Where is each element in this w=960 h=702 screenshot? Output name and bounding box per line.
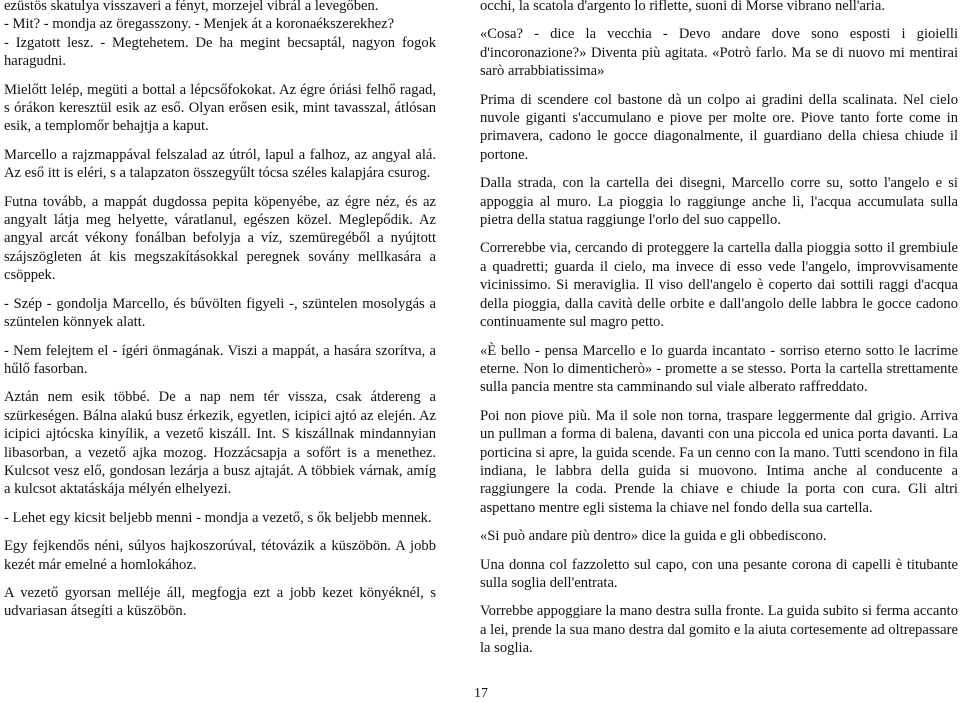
paragraph: - Nem felejtem el - ígéri önmagának. Viszi a mappát, a hasára szorítva, a hűlő fasorban. [4, 342, 436, 377]
paragraph: Egy fejkendős néni, súlyos hajkoszorúval, tétovázik a küszöbön. A jobb kezét már emelné a homlokához. [4, 538, 436, 573]
paragraph: - Lehet egy kicsit beljebb menni - mondja a vezető, s ők beljebb mennek. [4, 509, 432, 526]
paragraph: Mielőtt lelép, megüti a bottal a lépcsőfokokat. Az égre óriási felhő ragad, s órákon keresztül esik az eső. Olyan erősen esik, mint tavasszal, átlósan esik, a templomőr behajtja a kaput. [4, 81, 436, 135]
paragraph: «Si può andare più dentro» dice la guida e gli obbediscono. [480, 528, 827, 545]
paragraph: - Izgatott lesz. - Megtehetem. De ha megint becsaptál, nagyon fogok haragudni. [4, 34, 436, 70]
paragraph: - Mit? - mondja az öregasszony. - Menjek át a koronaékszerekhez? [4, 16, 395, 33]
paragraph: Poi non piove più. Ma il sole non torna, traspare leggermente dal grigio. Arriva un pullman a forma di balena, davanti con una piccola ed unica porta davanti. La porticina si apre, la guida scende. Fa un cenno con la mano. Tutti scendono in fila indiana, le labbra della guida si muovono. Intima anche al conducente a raggiungere la coda. Prende la chiave e chiude la porta con cura. Gli altri aspettano mentre egli sistema la chiave nel fondo della sua cartella. [480, 407, 958, 516]
paragraph: Correrebbe via, cercando di proteggere la cartella dalla pioggia sotto il grembiule a quadretti; guarda il cielo, ma invece di esso vede l'angelo, improvvisamente vicinissimo. Si meraviglia. Il viso dell'angelo è coperto dai sottili raggi d'acqua della pioggia, dalla cavità delle orbite e dall'angolo delle labbra le gocce cadono continuamente sul magro petto. [480, 240, 958, 331]
page-number: 17 [474, 686, 488, 701]
paragraph: occhi, la scatola d'argento lo riflette, suoni di Morse vibrano nell'aria. [480, 0, 885, 14]
paragraph: Marcello a rajzmappával felszalad az útról, lapul a falhoz, az angyal alá. Az eső itt is eléri, s a talapzaton összegyűlt tócsa széles kalapjára csurog. [4, 146, 436, 182]
italian-text-column [480, 0, 958, 668]
paragraph: Una donna col fazzoletto sul capo, con una pesante corona di capelli è titubante sulla soglia dell'entrata. [480, 556, 958, 591]
paragraph: «Cosa? - dice la vecchia - Devo andare dove sono esposti i gioielli d'incoronazione?» Diventa più agitata. «Potrò farlo. Ma se di nuovo mi mentirai sarò arrabbiatissima» [480, 26, 958, 80]
paragraph: Aztán nem esik többé. De a nap nem tér vissza, csak átdereng a szürkeségen. Bálna alakú busz érkezik, egyetlen, icipici ajtó az elején. Az icipici ajtócska kinyílik, a vezető kiszáll. Int. S kiszállnak mindannyian libasorban, a vezető ajka mozog. Hozzácsapja a sofőrt is a menethez. Kulcsot vesz elő, gondosan lezárja a busz ajtaját. A többiek várnak, amíg a kulcsot aktatáskája mélyén elhelyezi. [4, 389, 436, 498]
paragraph: ezüstös skatulya visszaveri a fényt, morzejel vibrál a levegőben. [4, 0, 379, 14]
paragraph: A vezető gyorsan melléje áll, megfogja ezt a jobb kezet könyéknél, s udvariasan átsegíti a küszöbön. [4, 584, 436, 620]
paragraph: «È bello - pensa Marcello e lo guarda incantato - sorriso eterno sotto le lacrime eterne. Non lo dimenticherò» - promette a se stesso. Porta la cartella strettamente sulla pancia mentre sta camminando sul viale alberato raffreddato. [480, 342, 958, 396]
hungarian-text-column [4, 0, 436, 631]
paragraph: Dalla strada, con la cartella dei disegni, Marcello corre su, sotto l'angelo e si appoggia al muro. La pioggia lo raggiunge anche lì, l'acqua accumulata sulla pietra della statua raggiunge l'orlo del suo cappello. [480, 175, 958, 229]
paragraph: Prima di scendere col bastone dà un colpo ai gradini della scalinata. Nel cielo nuvole giganti s'accumulano e piove per molte ore. Piove tanto forte come in primavera, cadono le gocce diagonalmente, il guardiano della chiesa chiude il portone. [480, 91, 958, 163]
paragraph: Vorrebbe appoggiare la mano destra sulla fronte. La guida subito si ferma accanto a lei, prende la sua mano destra dal gomito e la aiuta cortesemente ad oltrepassare la soglia. [480, 603, 958, 657]
paragraph: Futna tovább, a mappát dugdossa pepita köpenyébe, az égre néz, és az angyalt látja meg helyette, váratlanul, egészen közel. Meglepődik. Az angyal arcát vékony fonálban befolyja a víz, szemüregéből a nyújtott szájszögleten át kis megszakításokkal peregnek sovány mellkasára a csöppek. [4, 193, 436, 284]
paragraph: - Szép - gondolja Marcello, és bűvölten figyeli -, szüntelen mosolygás a szüntelen könnyek alatt. [4, 295, 436, 331]
